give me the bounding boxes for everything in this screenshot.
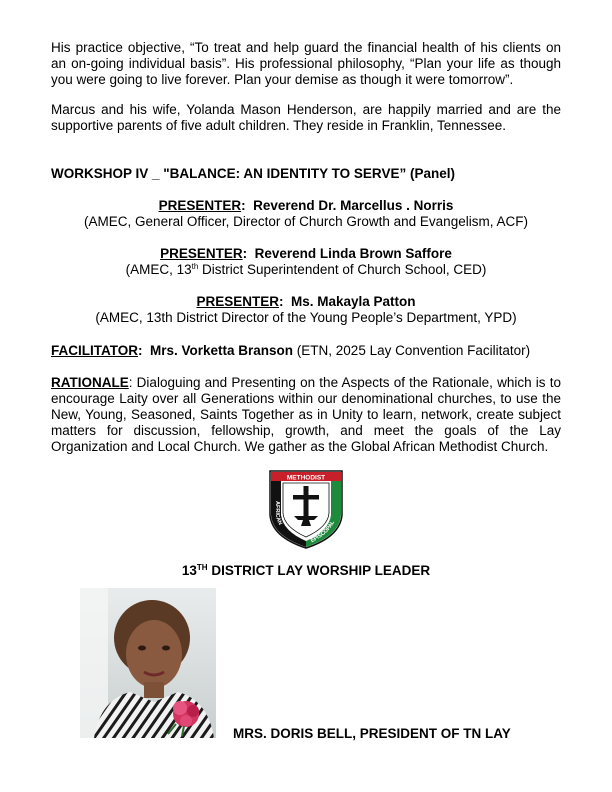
presenter-1-role: (AMEC, General Officer, Director of Church Growth and Evangelism, ACF) (84, 214, 528, 229)
presenter-label: PRESENTER (160, 246, 243, 261)
amec-shield-logo (268, 469, 344, 549)
facilitator-name: Mrs. Vorketta Branson (150, 343, 294, 358)
presenter-1-name: Reverend Dr. Marcellus . Norris (253, 198, 454, 213)
logo-text-top: METHODIST (286, 474, 326, 482)
worship-leader-heading (40, 563, 572, 579)
workshop-title: WORKSHOP IV _ "BALANCE: AN IDENTITY TO SERVE” (Panel) (51, 166, 455, 181)
presenter-2-name: Reverend Linda Brown Saffore (254, 246, 452, 261)
heading-prefix: 13 (181, 563, 197, 578)
logo-text-right: EPISCOPAL (309, 519, 337, 545)
presenter-2-line: PRESENTER: Reverend Linda Brown Saffore (160, 246, 452, 261)
portrait-photo (80, 588, 216, 738)
portrait-caption: MRS. DORIS BELL, PRESIDENT OF TN LAY (233, 726, 511, 741)
facilitator-line: FACILITATOR: Mrs. Vorketta Branson (ETN, 2025 Lay Convention Facilitator) (51, 343, 531, 358)
rationale-label: RATIONALE (51, 375, 129, 390)
presenter-label: PRESENTER (158, 198, 242, 213)
family-paragraph: Marcus and his wife, Yolanda Mason Henderson, are happily married and are the supportive parents of five adult children. They reside in Franklin, Tennessee. (51, 102, 561, 133)
presenter-3-name: Ms. Makayla Patton (290, 294, 416, 309)
presenter-1-line: PRESENTER: Reverend Dr. Marcellus . Norris (158, 198, 454, 213)
presenter-2-role-suffix: District Superintendent of Church School, CED) (198, 262, 487, 277)
facilitator-note: (ETN, 2025 Lay Convention Facilitator) (293, 343, 531, 358)
objective-paragraph: His practice objective, “To treat and help guard the financial health of his clients on an on-going individual basis”. His professional philosophy, “Plan your life as though you were going to live forever. Plan your demise as though it were tomorrow”. (51, 40, 561, 87)
heading-suffix: DISTRICT LAY WORSHIP LEADER (207, 563, 431, 578)
facilitator-label: FACILITATOR (51, 343, 138, 358)
rationale-text: : Dialoguing and Presenting on the Aspects of the Rationale, which is to encourage Laity over all Generations within our denominational churches, to use the New, Young, Seasoned, Saints Together as in Unity to learn, network, create subject matters for discussion, fellowship, growth, and meet the goals of the Lay Organization and Local Church. We gather as the Global African Methodist Church. (51, 375, 561, 454)
presenter-label: PRESENTER (196, 294, 279, 309)
presenter-2-role (40, 262, 572, 278)
presenter-3-role: (AMEC, 13th District Director of the Young People’s Department, YPD) (95, 310, 517, 325)
presenter-2-role-prefix: (AMEC, 13 (125, 262, 192, 277)
logo-text-left: AFRICAN (273, 501, 284, 527)
rationale-paragraph (51, 375, 561, 455)
presenter-3-line: PRESENTER: Ms. Makayla Patton (196, 294, 416, 309)
heading-sup: TH (196, 563, 208, 572)
presenter-2-role-sup: th (191, 262, 199, 271)
